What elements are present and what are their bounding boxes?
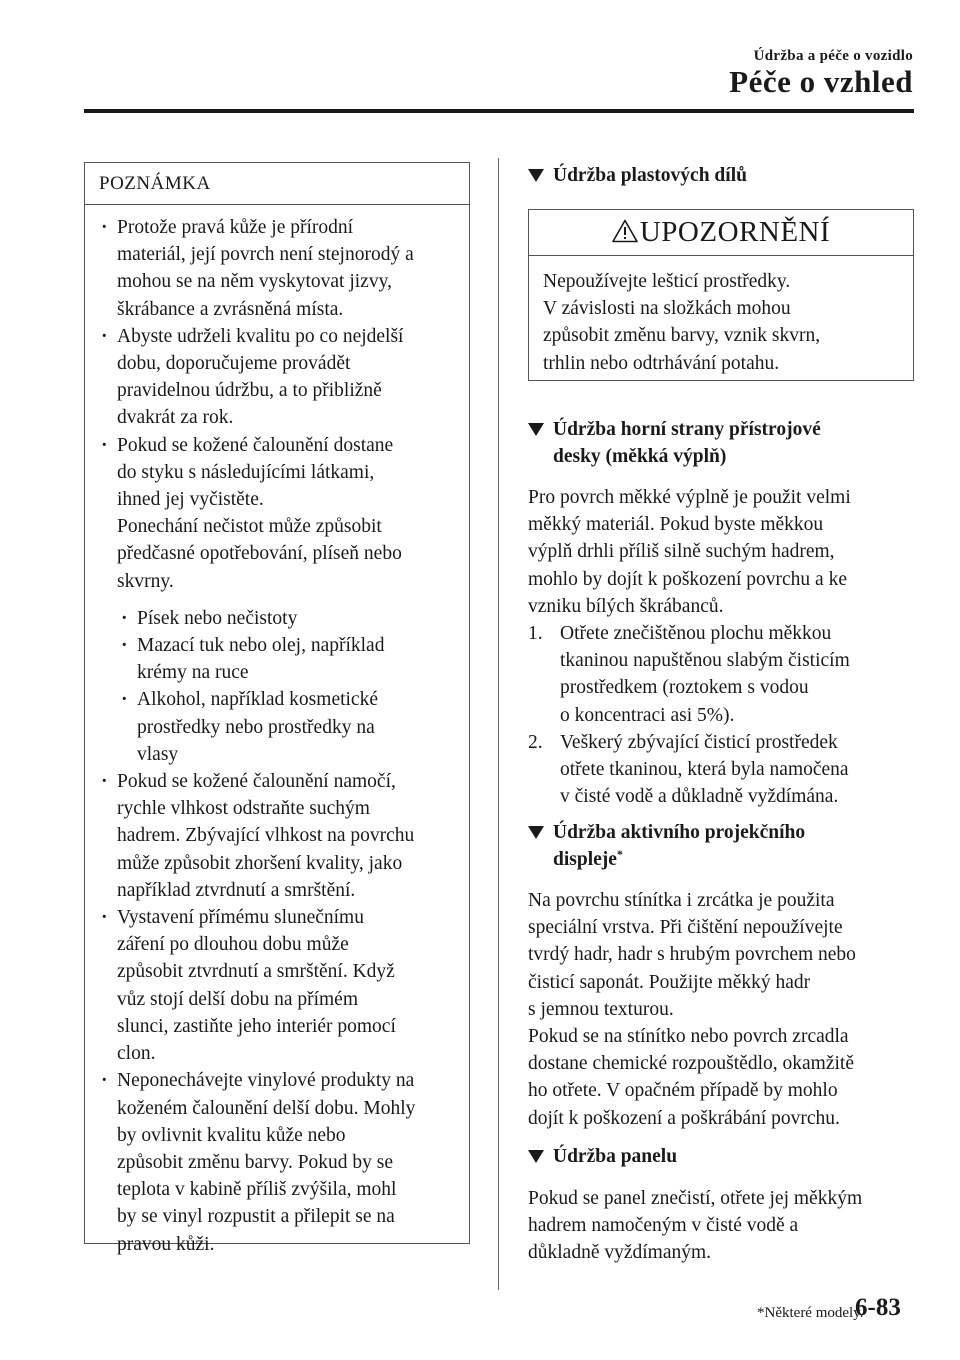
text-line: záření po dlouhou dobu může — [117, 934, 349, 956]
text-line: otřete tkaninou, která byla namočena — [560, 759, 849, 781]
text-line: ihned jej vyčistěte. — [117, 489, 264, 511]
text-line: slunci, zastiňte jeho interiér pomocí — [117, 1015, 396, 1037]
text-line: by se vinyl rozpustit a přilepit se na — [117, 1206, 395, 1228]
text-line: Nepoužívejte lešticí prostředky. — [543, 271, 791, 292]
note-subbullet — [99, 632, 459, 686]
note-bullet — [99, 768, 459, 904]
section-heading-plastic: Údržba plastových dílů — [528, 162, 916, 189]
text-line: dojít k poškození a poškrábání povrchu. — [528, 1107, 840, 1129]
dashboard-text — [528, 484, 918, 810]
text-line: pravidelnou údržbu, a to přibližně — [117, 380, 382, 402]
text-line: může způsobit zhoršení kvality, jako — [117, 852, 403, 874]
text-line: ho otřete. V opačném případě by mohlo — [528, 1080, 838, 1102]
text-line: škrábance a zvrásněná místa. — [117, 298, 344, 320]
panel-text — [528, 1185, 918, 1267]
section-heading-hud: Údržba aktivního projekčního displeje* — [528, 819, 916, 873]
triangle-marker-icon — [528, 169, 544, 182]
text-line: o koncentraci asi 5%). — [560, 704, 735, 726]
note-title: POZNÁMKA — [85, 163, 469, 205]
text-line: · Vystavení přímému slunečnímu — [117, 907, 364, 929]
note-box — [84, 162, 470, 1255]
text-line: · Alkohol, například kosmetické — [137, 689, 378, 711]
hud-text — [528, 887, 918, 1132]
text-line: Veškerý zbývající čisticí prostředek — [560, 731, 838, 753]
section-heading-panel: Údržba panelu — [528, 1143, 916, 1170]
step-item: 1. Otřete znečištěnou plochu měkkou tkaninou napuštěnou slabým čisticím prostředkem (roztokem s vodou o koncentraci asi 5%). — [528, 620, 918, 729]
text-line: mohlo by dojít k poškození povrchu a ke — [528, 568, 847, 590]
text-line: trhlin nebo odtrhávání potahu. — [543, 352, 780, 374]
text-line: · Mazací tuk nebo olej, například — [137, 635, 385, 657]
text-line: způsobit změnu barvy. Pokud by se — [117, 1151, 394, 1173]
caution-body — [529, 256, 913, 377]
text-line: hadrem. Zbývající vlhkost na povrchu — [117, 825, 415, 847]
text-line: · Pokud se kožené čalounění dostane — [117, 434, 394, 456]
note-bullet — [99, 214, 459, 323]
caution-title: UPOZORNĚNÍ — [529, 210, 913, 256]
note-subbullet — [99, 605, 459, 632]
text-line: způsobit ztvrdnutí a smrštění. Když — [117, 961, 395, 983]
text-line: tvrdý hadr, hadr s hrubým povrchem nebo — [528, 944, 856, 966]
page-title: Péče o vzhled — [729, 64, 913, 99]
text-line: clon. — [117, 1043, 156, 1065]
text-line: vlasy — [137, 743, 179, 765]
note-bullet — [99, 904, 459, 1067]
text-line: s jemnou texturou. — [528, 998, 674, 1020]
triangle-marker-icon — [528, 1150, 544, 1163]
text-line: · Abyste udrželi kvalitu po co nejdelší — [117, 325, 404, 347]
text-line: například ztvrdnutí a smrštění. — [117, 879, 356, 901]
triangle-marker-icon — [528, 423, 544, 436]
text-line: Pokud se panel znečistí, otřete jej měkkým — [528, 1188, 863, 1209]
text-line: · Neponechávejte vinylové produkty na — [117, 1070, 415, 1092]
text-line: by ovlivnit kvalitu kůže nebo — [117, 1124, 346, 1146]
footnote: *Některé modely. — [757, 1305, 864, 1321]
text-line: · Protože pravá kůže je přírodní — [117, 217, 354, 238]
text-line: Pokud se na stínítko nebo povrch zrcadla — [528, 1026, 849, 1048]
column-divider — [498, 158, 499, 1290]
chapter-label: Údržba a péče o vozidlo — [753, 48, 913, 64]
text-line: předčasné opotřebování, plíseň nebo — [117, 543, 402, 565]
text-line: Otřete znečištěnou plochu měkkou — [560, 623, 832, 645]
text-line: prostředkem (roztokem s vodou — [560, 677, 809, 699]
text-line: v čisté vodě a důkladně vyždímána. — [560, 786, 839, 808]
note-subbullet — [99, 686, 459, 768]
text-line: důkladně vyždímaným. — [528, 1242, 712, 1264]
text-line: vůz stojí delší dobu na přímém — [117, 988, 359, 1010]
warning-triangle-icon — [612, 219, 638, 243]
text-line: dostane chemické rozpouštědlo, okamžitě — [528, 1053, 854, 1075]
text-line: · Pokud se kožené čalounění namočí, — [117, 771, 396, 793]
text-line: krémy na ruce — [137, 662, 249, 684]
text-line: materiál, její povrch není stejnorodý a — [117, 244, 414, 266]
text-line: měkký materiál. Pokud byste měkkou — [528, 514, 824, 536]
text-line: Pro povrch měkké výplně je použit velmi — [528, 487, 851, 508]
note-bullet — [99, 323, 459, 432]
text-line: hadrem namočeným v čisté vodě a — [528, 1215, 799, 1237]
text-line: způsobit změnu barvy, vznik skvrn, — [543, 325, 821, 347]
text-line: čisticí saponát. Použijte měkký hadr — [528, 971, 811, 993]
text-line: skvrny. — [117, 570, 174, 592]
triangle-marker-icon — [528, 826, 544, 839]
dashboard-intro — [528, 484, 918, 620]
note-bullet — [99, 1067, 459, 1257]
text-line: teplota v kabině příliš zvýšila, mohl — [117, 1179, 397, 1201]
text-line: tkaninou napuštěnou slabým čisticím — [560, 650, 850, 672]
step-item: 2. Veškerý zbývající čisticí prostředek otřete tkaninou, která byla namočena v čisté vodě a důkladně vyždímána. — [528, 729, 918, 811]
text-line: mohou se na něm vyskytovat jizvy, — [117, 271, 392, 293]
section-heading-dashboard: Údržba horní strany přístrojové desky (měkká výplň) — [528, 416, 916, 470]
page-number: 6-83 — [855, 1294, 901, 1321]
text-line: vzniku bílých škrábanců. — [528, 595, 724, 617]
text-line: rychle vlhkost odstraňte suchým — [117, 798, 370, 820]
caution-box — [528, 209, 914, 381]
text-line: do styku s následujícími látkami, — [117, 461, 375, 483]
text-line: dvakrát za rok. — [117, 407, 234, 429]
text-line: dobu, doporučujeme provádět — [117, 353, 351, 375]
text-line: koženém čalounění delší dobu. Mohly — [117, 1097, 416, 1119]
text-line: speciální vrstva. Při čištění nepoužívejte — [528, 917, 843, 939]
text-line: · Písek nebo nečistoty — [137, 607, 298, 629]
note-body — [85, 205, 469, 1258]
text-line: výplň drhli příliš silně suchým hadrem, — [528, 541, 835, 563]
header-rule — [84, 109, 914, 113]
text-line: prostředky nebo prostředky na — [137, 716, 375, 738]
text-line: V závislosti na složkách mohou — [543, 298, 791, 320]
note-bullet — [99, 432, 459, 595]
text-line: Ponechání nečistot může způsobit — [117, 516, 382, 538]
text-line: pravou kůži. — [117, 1233, 215, 1255]
text-line: Na povrchu stínítka i zrcátka je použita — [528, 890, 835, 911]
